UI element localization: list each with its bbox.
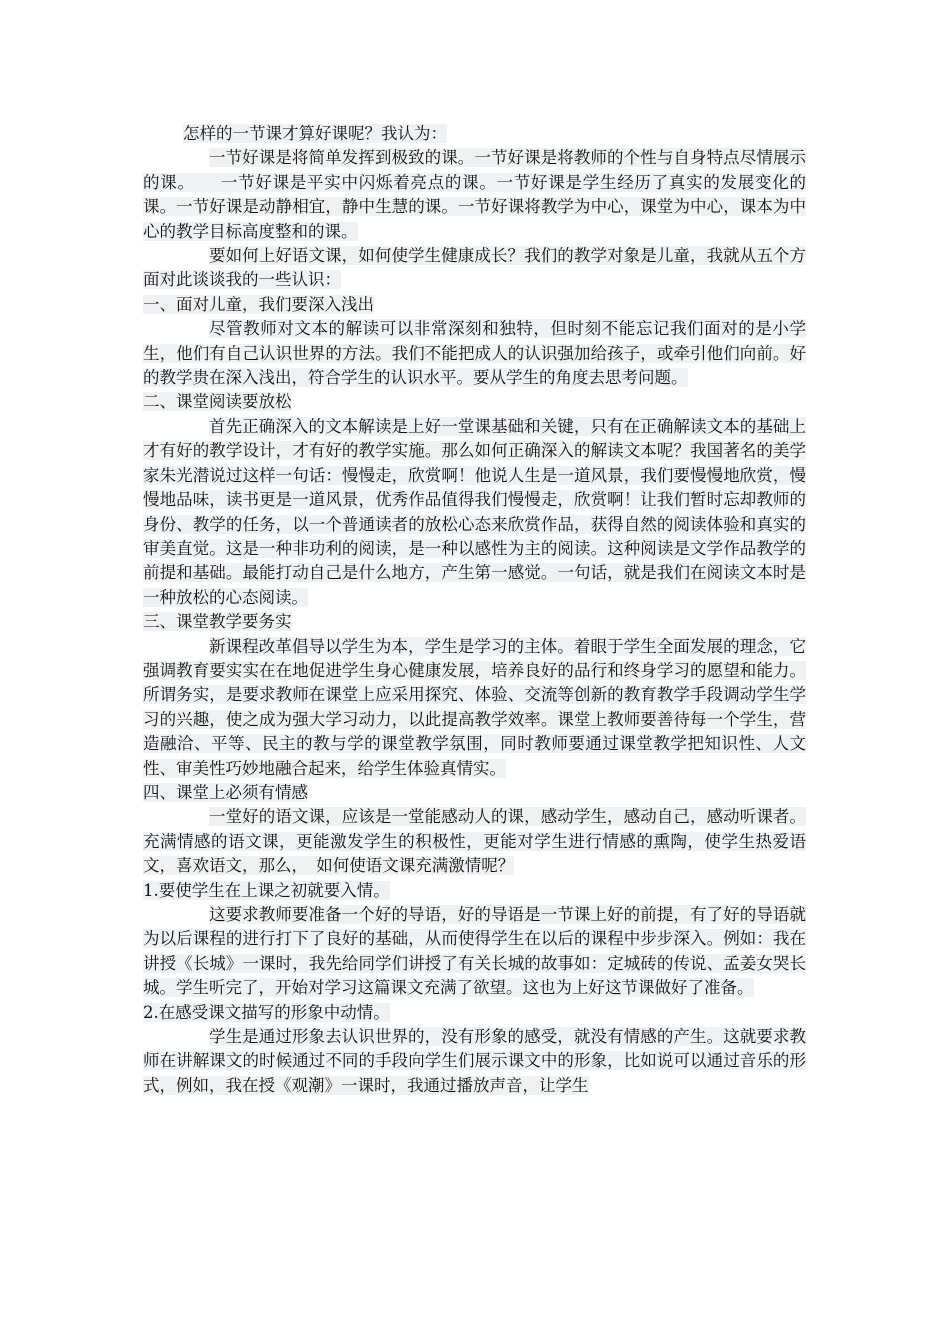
paragraph-text: 要如何上好语文课，如何使学生健康成长？我们的教学对象是儿童，我就从五个方面对此谈谈我的一些认识： — [143, 246, 806, 290]
section-heading — [143, 781, 806, 805]
paragraph — [143, 415, 806, 610]
document-body — [143, 122, 806, 1098]
paragraph-text: 一堂好的语文课，应该是一堂能感动人的课，感动学生，感动自己，感动听课者。充满情感的语文课，更能激发学生的积极性，更能对学生进行情感的熏陶，使学生热爱语文，喜欢语文，那么， 如何使语文课充满激情呢？ — [143, 807, 806, 876]
subsection-heading — [143, 1001, 806, 1025]
paragraph — [143, 317, 806, 390]
paragraph-text: 这要求教师要准备一个好的导语，好的导语是一节课上好的前提，有了好的导语就为以后课程的进行打下了良好的基础，从而使得学生在以后的课程中步步深入。例如：我在讲授《长城》一课时，我先给同学们讲授了有关长城的故事如：定城砖的传说、孟姜女哭长城。学生听完了，开始对学习这篇课文充满了欲望。这也为上好这节课做好了准备。 — [143, 905, 806, 998]
subsection-heading-text: 2.在感受课文描写的形象中动情。 — [143, 1002, 390, 1022]
paragraph — [143, 146, 806, 244]
paragraph-text: 新课程改革倡导以学生为本，学生是学习的主体。着眼于学生全面发展的理念，它强调教育要实实在在地促进学生身心健康发展，培养良好的品行和终身学习的愿望和能力。所谓务实，是要求教师在课堂上应采用探究、体验、交流等创新的教育教学手段调动学生学习的兴趣，使之成为强大学习动力，以此提高教学效率。课堂上教师要善待每一个学生，营造融洽、平等、民主的教与学的课堂教学氛围，同时教师要通过课堂教学把知识性、人文性、审美性巧妙地融合起来，给学生体验真情实。 — [143, 636, 806, 778]
paragraph — [143, 635, 806, 781]
section-heading-text: 一、面对儿童，我们要深入浅出 — [143, 294, 374, 314]
paragraph — [143, 805, 806, 878]
subsection-heading — [143, 879, 806, 903]
section-heading — [143, 293, 806, 317]
section-heading-text: 三、课堂教学要务实 — [143, 612, 292, 632]
section-heading-text: 四、课堂上必须有情感 — [143, 782, 308, 802]
section-heading — [143, 610, 806, 634]
paragraph — [143, 903, 806, 1001]
paragraph-text: 一节好课是将简单发挥到极致的课。一节好课是将教师的个性与自身特点尽情展示的课。 一节好课是平实中闪烁着亮点的课。一节好课是学生经历了真实的发展变化的课。一节好课是动静相宜，静中生慧的课。一节好课将教学为中心，课堂为中心，课本为中心的教学目标高度整和的课。 — [143, 148, 806, 241]
section-heading-text: 二、课堂阅读要放松 — [143, 392, 292, 412]
intro-text: 怎样的一节课才算好课呢？我认为： — [183, 124, 447, 143]
paragraph-text: 尽管教师对文本的解读可以非常深刻和独特，但时刻不能忘记我们面对的是小学生，他们有自己认识世界的方法。我们不能把成人的认识强加给孩子，或牵引他们向前。好的教学贵在深入浅出，符合学生的认识水平。要从学生的角度去思考问题。 — [143, 319, 806, 388]
paragraph — [143, 1025, 806, 1098]
intro-line — [143, 122, 806, 146]
subsection-heading-text: 1.要使学生在上课之初就要入情。 — [143, 880, 390, 900]
paragraph-text: 学生是通过形象去认识世界的，没有形象的感受，就没有情感的产生。这就要求教师在讲解课文的时候通过不同的手段向学生们展示课文中的形象，比如说可以通过音乐的形式，例如，我在授《观潮》一课时，我通过播放声音，让学生 — [143, 1027, 806, 1095]
paragraph — [143, 244, 806, 293]
section-heading — [143, 390, 806, 414]
paragraph-text: 首先正确深入的文本解读是上好一堂课基础和关键，只有在正确解读文本的基础上才有好的教学设计，才有好的教学实施。那么如何正确深入的解读文本呢？我国著名的美学家朱光潜说过这样一句话：慢慢走，欣赏啊！他说人生是一道风景，我们要慢慢地欣赏，慢慢地品味，读书更是一道风景，优秀作品值得我们慢慢走，欣赏啊！让我们暂时忘却教师的身份、教学的任务，以一个普通读者的放松心态来欣赏作品，获得自然的阅读体验和真实的审美直觉。这是一种非功利的阅读，是一种以感性为主的阅读。这种阅读是文学作品教学的前提和基础。最能打动自己是什么地方，产生第一感觉。一句话，就是我们在阅读文本时是一种放松的心态阅读。 — [143, 416, 806, 607]
